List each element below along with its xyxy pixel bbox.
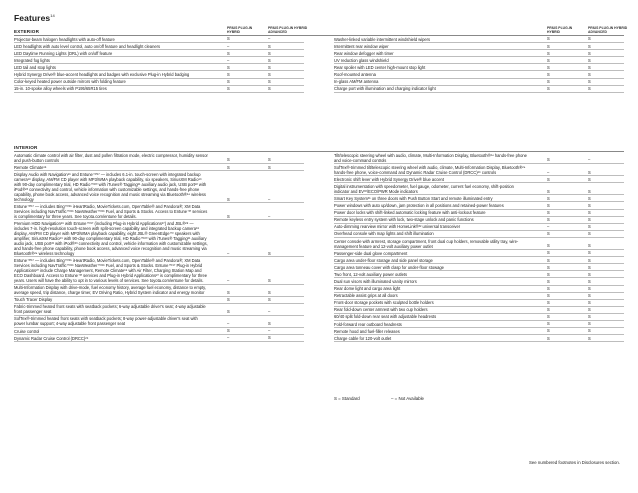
feature-row xyxy=(14,304,304,316)
availability-advanced: S xyxy=(588,271,591,277)
availability-advanced: S xyxy=(588,321,591,327)
feature-name: Color-keyed heated power outside mirrors with folding feature xyxy=(14,79,126,85)
availability-advanced: S xyxy=(588,43,591,49)
feature-name: Two front, 12-volt auxiliary power outlets xyxy=(334,271,408,277)
feature-row xyxy=(14,335,304,342)
feature-row xyxy=(334,43,624,50)
availability-advanced: S xyxy=(588,176,591,182)
legend-not-available: – = Not Available xyxy=(391,396,424,401)
availability-advanced: – xyxy=(268,309,271,315)
availability-advanced: S xyxy=(588,78,591,84)
feature-row xyxy=(334,217,624,224)
availability-hybrid: S xyxy=(227,297,230,303)
availability-hybrid: S xyxy=(547,243,550,249)
availability-hybrid: S xyxy=(547,335,550,341)
feature-row xyxy=(334,231,624,238)
availability-advanced: S xyxy=(588,169,591,175)
feature-row xyxy=(334,210,624,217)
availability-hybrid: S xyxy=(547,314,550,320)
feature-name: Overhead console with map lights and shift illumination xyxy=(334,231,434,237)
availability-advanced: S xyxy=(588,50,591,56)
feature-row xyxy=(334,64,624,71)
feature-row xyxy=(334,314,624,321)
feature-name: Touch Tracer Display xyxy=(14,297,53,303)
interior-label: INTERIOR xyxy=(14,145,38,150)
feature-name: Retractable assist grips at all doors xyxy=(334,293,398,299)
availability-advanced: S xyxy=(588,217,591,223)
feature-name: Fabric-trimmed heated front seats with seatback pockets; 6-way adjustable driver's seat; 4-way adjustable front passenger seat xyxy=(14,304,206,315)
feature-name: Remote Climate¹⁵ xyxy=(14,164,47,170)
availability-hybrid: S xyxy=(547,43,550,49)
feature-name: Fold-forward rear outboard headrests xyxy=(334,321,402,327)
feature-row xyxy=(334,278,624,285)
interior-header xyxy=(14,142,624,152)
exterior-section xyxy=(14,25,628,92)
availability-advanced: S xyxy=(268,297,271,303)
availability-hybrid: S xyxy=(227,164,230,170)
feature-name: Front-door storage pockets with sculpted bottle holders xyxy=(334,300,434,306)
availability-hybrid: – xyxy=(547,224,550,230)
availability-hybrid: S xyxy=(547,64,550,70)
availability-hybrid: S xyxy=(547,328,550,334)
feature-name: Rear fold-down center armrest with two cup holders xyxy=(334,307,428,313)
availability-advanced: – xyxy=(268,328,271,334)
feature-name: 15-in. 10-spoke alloy wheels with P195/65R15 tires xyxy=(14,86,107,92)
availability-advanced: S xyxy=(588,250,591,256)
feature-row xyxy=(14,152,304,164)
feature-row xyxy=(334,238,624,250)
availability-advanced: – xyxy=(588,157,591,163)
availability-advanced: S xyxy=(268,277,271,283)
feature-row xyxy=(334,164,624,176)
availability-advanced: S xyxy=(268,250,271,256)
feature-name: Hybrid Synergy Drive® blue-accent headlights and badges with exclusive Plug-in Hybrid badging xyxy=(14,72,190,78)
col-header-advanced-right: PRIUS PLUG-IN HYBRID ADVANCED xyxy=(588,25,628,34)
feature-name: Dynamic Radar Cruise Control (DRCC)²⁹ xyxy=(14,335,89,341)
feature-row xyxy=(14,285,304,297)
feature-row xyxy=(14,171,304,203)
footnote: See numbered footnotes in Disclosures section. xyxy=(528,460,620,465)
feature-name: Automatic climate control with air filter, dust and pollen filtration mode, electric compressor, humidity sensor and push-button controls xyxy=(14,152,208,163)
feature-name: Electronic shift lever with Hybrid Synergy Drive® blue accent xyxy=(334,176,444,182)
feature-row xyxy=(334,271,624,278)
availability-hybrid: S xyxy=(227,328,230,334)
interior-right-list xyxy=(334,152,624,342)
exterior-header xyxy=(14,25,628,36)
availability-hybrid: S xyxy=(227,50,230,56)
feature-row xyxy=(14,43,304,50)
availability-hybrid: S xyxy=(547,264,550,270)
availability-advanced: S xyxy=(268,157,271,163)
feature-name: UV reduction glass windshield xyxy=(334,57,389,63)
availability-hybrid: S xyxy=(547,202,550,208)
interior-left-list xyxy=(14,152,304,342)
availability-advanced: S xyxy=(588,195,591,201)
feature-row xyxy=(14,71,304,78)
availability-advanced: S xyxy=(268,335,271,341)
availability-hybrid: S xyxy=(547,36,550,42)
availability-advanced: – xyxy=(268,196,271,202)
availability-hybrid: S xyxy=(547,188,550,194)
availability-hybrid: S xyxy=(227,309,230,315)
feature-name: Display Audio with Navigation¹⁶ and Entune™¹⁷ — includes 6.1-in. touch-screen with integrated backup camera¹⁸ display, AM/FM CD player with MP3/WMA playback capability, six speakers, SiriusXM Radio¹⁹ with 90-day complimentary trial, HD Radio™²⁰ with iTunes® Tagging²¹ auxiliary audio jack, USB port²² with iPod®²³ connectivity and control, vehicle information with customizable settings, and hands-free phone capability, phone book access, advanced voice recognition and music streaming via Bluetooth®²⁴ wireless technology xyxy=(14,171,207,202)
col-header-hybrid: PRIUS PLUG-IN HYBRID xyxy=(227,25,253,34)
availability-hybrid: S xyxy=(227,36,230,42)
availability-advanced: S xyxy=(588,36,591,42)
feature-name: Remote keyless entry system with lock, two-stage unlock and panic functions xyxy=(334,217,474,223)
feature-row xyxy=(334,57,624,64)
feature-row xyxy=(334,50,624,57)
availability-advanced: S xyxy=(588,328,591,334)
interior-section xyxy=(14,142,624,341)
availability-hybrid: S xyxy=(547,86,550,92)
col-header-hybrid-right: PRIUS PLUG-IN HYBRID xyxy=(547,25,573,34)
availability-advanced: – xyxy=(268,36,271,42)
availability-advanced: S xyxy=(268,321,271,327)
feature-name: Digital instrumentation with speedometer, fuel gauge, odometer, current fuel economy, shift-position indicator and EV³⁰/ECO/PWR Mode indicators xyxy=(334,183,514,194)
feature-name: Integrated fog lights xyxy=(14,57,50,63)
feature-name: Entune™¹⁷ — includes Bing™²⁵ iHeartRadio, MovieTickets.com, OpenTable® and Pandora®; XM Data Services including NavTraffic™²⁶ NavWeather™²⁶ Fuel, and Sports & Stocks. Entune™¹⁷ Plug-in Hybrid Applications²⁷ include Charge Management, Remote Climate¹⁵ with Air Filter, Charging Station Map and ECO Dashboard. Access to Entune™ services and Plug-in Hybrid Applications²⁷ is complimentary for three years. Users will have the ability to opt in to various levels of services. See toyota.com/entune for details. xyxy=(14,258,208,284)
availability-advanced: S xyxy=(588,231,591,237)
availability-advanced: S xyxy=(268,164,271,170)
exterior-right-list xyxy=(334,36,624,93)
availability-advanced: S xyxy=(268,43,271,49)
availability-hybrid: S xyxy=(547,285,550,291)
feature-row xyxy=(14,220,304,257)
feature-row xyxy=(334,264,624,271)
availability-hybrid: S xyxy=(547,57,550,63)
col-header-advanced: PRIUS PLUG-IN HYBRID ADVANCED xyxy=(268,25,308,34)
availability-hybrid: S xyxy=(547,257,550,263)
feature-name: SofTex®-trimmed tilt/telescopic steering wheel with audio, climate, Multi-Information Display, Bluetooth®²⁴ hands-free phone, voice-command and Dynamic Radar Cruise Control (DRCC)²⁹ controls xyxy=(334,164,526,175)
availability-advanced: S xyxy=(588,224,591,230)
availability-hybrid: S xyxy=(227,289,230,295)
feature-name: In-glass AM/FM antenna xyxy=(334,79,379,85)
feature-name: Rear window defogger with timer xyxy=(334,50,394,56)
feature-name: Cargo area tonneau cover with clasp for under-floor stowage xyxy=(334,264,444,270)
availability-advanced: S xyxy=(588,285,591,291)
availability-hybrid: S xyxy=(547,278,550,284)
availability-advanced: S xyxy=(268,86,271,92)
feature-row xyxy=(14,50,304,57)
availability-advanced: S xyxy=(268,57,271,63)
feature-name: Washer-linked variable intermittent windshield wipers xyxy=(334,36,431,42)
feature-name: Premium HDD Navigation¹⁶ with Entune™¹⁷ (including Plug-in Hybrid Applications²⁷) and JBL®²⁸ — includes 7-in. high-resolution touch-screen with split-screen capability and integrated backup camera¹⁸ display, AM/FM CD player with MP3/WMA playback capability, eight JBL® GreenEdge™ speakers with amplifier, SiriusXM Radio¹⁹ with 90-day complimentary trial, HD Radio™²⁰ with iTunes® Tagging²¹ auxiliary audio jack, USB port²² with iPod®²³ connectivity and control, vehicle information with customizable settings, and hands-free phone capability, phone book access, advanced voice recognition and music streaming via Bluetooth®²⁴ wireless technology xyxy=(14,220,208,256)
feature-name: SofTex®-trimmed heated front seats with seatback pockets; 8-way power-adjustable driver's seat with power lumbar support; 4-way adjustable front passenger seat xyxy=(14,316,198,327)
feature-row xyxy=(334,321,624,328)
feature-row xyxy=(334,335,624,342)
availability-hybrid: S xyxy=(547,293,550,298)
feature-row xyxy=(334,86,624,93)
feature-name: Remote hood and fuel-filler releases xyxy=(334,328,400,334)
feature-row xyxy=(334,183,624,195)
availability-advanced: S xyxy=(588,188,591,194)
availability-hybrid: S xyxy=(227,64,230,70)
availability-hybrid: – xyxy=(547,169,550,175)
availability-hybrid: – xyxy=(227,43,230,49)
availability-hybrid: S xyxy=(547,50,550,56)
availability-advanced: S xyxy=(588,71,591,77)
availability-advanced: S xyxy=(268,78,271,84)
availability-hybrid: S xyxy=(547,78,550,84)
feature-row xyxy=(334,307,624,314)
feature-row xyxy=(14,164,304,171)
feature-row xyxy=(334,300,624,307)
availability-hybrid: S xyxy=(227,196,230,202)
availability-hybrid: S xyxy=(227,86,230,92)
availability-advanced: S xyxy=(588,86,591,92)
feature-name: 60/40 split fold-down rear seat with adjustable headrests xyxy=(334,314,437,320)
availability-advanced: S xyxy=(268,64,271,70)
availability-advanced: S xyxy=(588,257,591,263)
availability-hybrid: S xyxy=(227,157,230,163)
feature-row xyxy=(334,79,624,86)
feature-row xyxy=(334,250,624,257)
availability-hybrid: S xyxy=(547,71,550,77)
feature-name: Power windows with auto up/down, jam protection in all positions and retained-power features xyxy=(334,203,504,209)
feature-row xyxy=(334,224,624,231)
feature-name: Auto-dimming rearview mirror with HomeLink®³² universal transceiver xyxy=(334,224,461,230)
feature-row xyxy=(14,328,304,335)
availability-advanced: S xyxy=(588,307,591,313)
availability-hybrid: S xyxy=(547,321,550,327)
availability-hybrid: S xyxy=(547,157,550,163)
feature-row xyxy=(334,202,624,209)
feature-name: LED Daytime Running Lights (DRL) with on/off feature xyxy=(14,50,113,56)
availability-advanced: S xyxy=(588,209,591,215)
feature-row xyxy=(14,36,304,43)
feature-row xyxy=(334,257,624,264)
availability-hybrid: S xyxy=(227,78,230,84)
exterior-left-list xyxy=(14,36,304,93)
feature-row xyxy=(14,297,304,304)
availability-hybrid: S xyxy=(547,176,550,182)
feature-row xyxy=(14,316,304,328)
feature-row xyxy=(334,36,624,43)
availability-advanced: S xyxy=(588,243,591,249)
availability-advanced: S xyxy=(588,264,591,270)
availability-advanced: S xyxy=(588,314,591,320)
exterior-label: EXTERIOR xyxy=(14,29,40,34)
feature-name: Charge cable for 120-volt outlet xyxy=(334,335,392,341)
page-title xyxy=(14,13,55,23)
availability-hybrid: S xyxy=(547,250,550,256)
availability-advanced: S xyxy=(268,289,271,295)
availability-hybrid: S xyxy=(547,209,550,215)
feature-row xyxy=(334,71,624,78)
feature-row xyxy=(14,79,304,86)
feature-name: Center console with armrest, storage compartment, front dual cup holders, removable utility tray, wire-management feature and 12-volt auxiliary power outlet xyxy=(334,238,519,249)
availability-hybrid: – xyxy=(227,335,230,341)
feature-row xyxy=(334,293,624,300)
feature-name: Cargo area under-floor storage and side panel storage xyxy=(334,257,433,263)
feature-name: Projector-beam halogen headlights with auto-off feature xyxy=(14,36,115,42)
availability-hybrid: – xyxy=(227,321,230,327)
feature-name: Tilt/telescopic steering wheel with audio, climate, Multi-Information Display, Bluetooth®²⁴ hands-free phone and voice-command controls xyxy=(334,152,527,163)
feature-name: Entune™¹⁷ — includes Bing™²⁵ iHeartRadio, MovieTickets.com, OpenTable® and Pandora®; XM Data Services including NavTraffic™²⁶ NavWeather™²⁶ Fuel, and Sports & Stocks. Access to Entune™ services is complimentary for three years. See toyota.com/entune for details. xyxy=(14,203,208,219)
feature-name: Multi-Information Display with drive-mode, fuel economy history, average fuel economy, distance to empty, average speed, trip distance, charge timer, EV Driving Ratio, Hybrid System indicator and energy monitor xyxy=(14,285,207,296)
availability-advanced: S xyxy=(268,71,271,77)
page-title-note: 14 xyxy=(50,13,55,18)
feature-row xyxy=(14,57,304,64)
availability-hybrid: S xyxy=(547,307,550,313)
feature-name: Rear dome light and cargo area light xyxy=(334,286,401,292)
feature-row xyxy=(14,203,304,220)
availability-advanced: S xyxy=(588,57,591,63)
legend xyxy=(334,396,454,401)
feature-name: Cruise control xyxy=(14,328,40,334)
feature-name: Power door locks with shift-linked automatic locking feature with anti-lockout feature xyxy=(334,210,486,216)
availability-hybrid: S xyxy=(547,231,550,237)
feature-name: Rear spoiler with LED center high-mount stop light xyxy=(334,64,426,70)
feature-name: Roof-mounted antenna xyxy=(334,72,376,78)
availability-hybrid: S xyxy=(547,271,550,277)
availability-advanced: S xyxy=(588,278,591,284)
availability-hybrid: – xyxy=(227,277,230,283)
feature-name: Intermittent rear window wiper xyxy=(334,43,389,49)
availability-hybrid: – xyxy=(227,57,230,63)
availability-advanced: S xyxy=(588,202,591,208)
availability-hybrid: S xyxy=(227,213,230,219)
availability-hybrid: S xyxy=(547,300,550,306)
availability-advanced: S xyxy=(268,50,271,56)
feature-name: LED headlights with auto level control, auto on/off feature and headlight cleaners xyxy=(14,43,161,49)
feature-name: Smart Key System³¹ on three doors with Push Button Start and remote illuminated entry xyxy=(334,195,493,201)
feature-row xyxy=(334,195,624,202)
feature-row xyxy=(14,64,304,71)
feature-row xyxy=(334,328,624,335)
feature-name: LED tail and stop lights xyxy=(14,64,56,70)
feature-row xyxy=(14,86,304,93)
availability-advanced: S xyxy=(588,300,591,306)
feature-name: Charge port with illumination and charging indicator light xyxy=(334,86,436,92)
availability-hybrid: – xyxy=(227,250,230,256)
availability-hybrid: S xyxy=(227,71,230,77)
availability-advanced: – xyxy=(268,213,271,219)
availability-advanced: S xyxy=(588,293,591,298)
availability-hybrid: S xyxy=(547,195,550,201)
feature-name: Dual sun visors with illuminated vanity mirrors xyxy=(334,279,417,284)
availability-advanced: S xyxy=(588,64,591,70)
feature-row xyxy=(334,176,624,183)
feature-row xyxy=(334,152,624,164)
feature-name: Passenger-side dual glove compartment xyxy=(334,250,408,256)
legend-standard: S = Standard xyxy=(334,396,360,401)
feature-row xyxy=(334,286,624,293)
feature-row xyxy=(14,257,304,284)
availability-hybrid: S xyxy=(547,217,550,223)
page-title-text: Features xyxy=(14,13,51,23)
availability-advanced: S xyxy=(588,335,591,341)
